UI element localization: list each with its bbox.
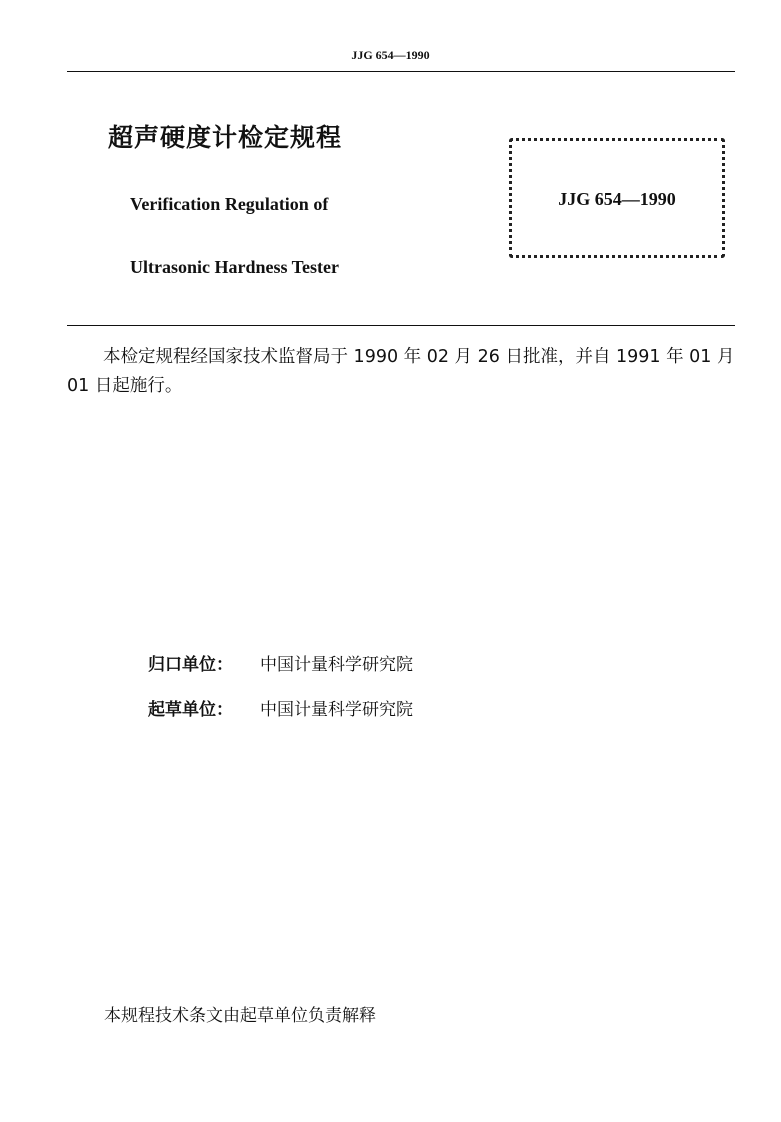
approval-text: 本检定规程经国家技术监督局于 1990 年 02 月 26 日批准，并自 1991 年 01 月 01 日起施行。 [67, 347, 735, 396]
unit-label: 归口单位： [148, 655, 233, 675]
regulation-code-box [509, 138, 725, 258]
approval-statement [67, 343, 735, 401]
title-chinese: 超声硬度计检定规程 [108, 123, 343, 152]
title-english-line1: Verification Regulation of [130, 194, 329, 214]
unit-row-responsible [148, 650, 413, 675]
regulation-code: JJG 654—1990 [558, 189, 676, 209]
top-rule [67, 71, 735, 72]
title-english-line2: Ultrasonic Hardness Tester [130, 257, 339, 277]
footer-note: 本规程技术条文由起草单位负责解释 [104, 1006, 376, 1026]
middle-rule [67, 325, 735, 326]
unit-value: 中国计量科学研究院 [260, 655, 413, 675]
header-code: JJG 654—1990 [351, 48, 430, 62]
unit-label: 起草单位： [148, 700, 233, 720]
unit-value: 中国计量科学研究院 [260, 700, 413, 720]
unit-row-drafting [148, 695, 413, 720]
